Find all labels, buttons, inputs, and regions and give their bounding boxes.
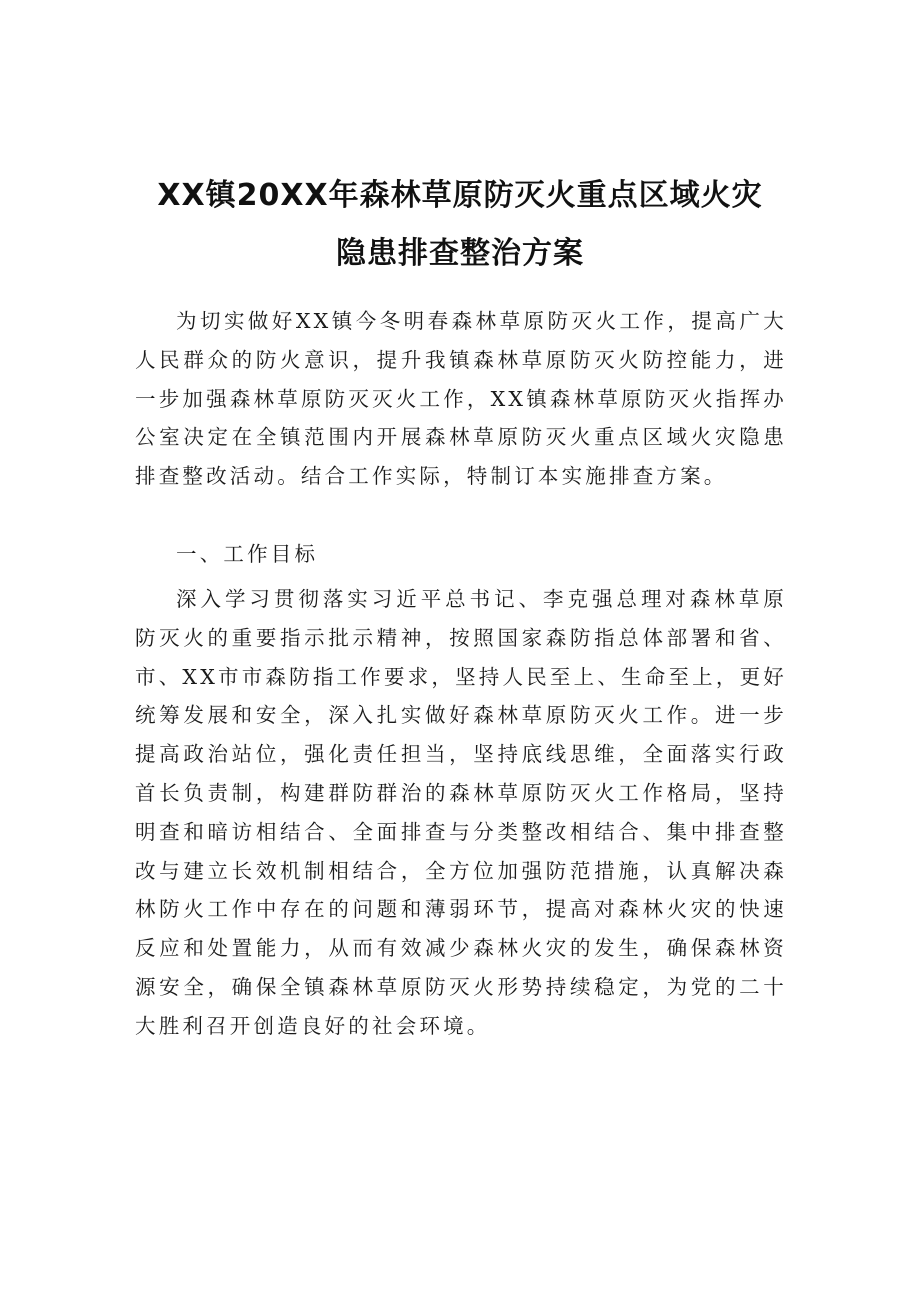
- document-title-line-1: XX镇20XX年森林草原防灭火重点区域火灾: [157, 178, 763, 213]
- section-1-paragraph: 深入学习贯彻落实习近平总书记、李克强总理对森林草原防灭火的重要指示批示精神，按照国家森防指总体部署和省、市、XX市市森防指工作要求，坚持人民至上、生命至上，更好统筹发展和安全，深入扎实做好森林草原防灭火工作。进一步提高政治站位，强化责任担当，坚持底线思维，全面落实行政首长负责制，构建群防群治的森林草原防灭火工作格局，坚持明查和暗访相结合、全面排查与分类整改相结合、集中排查整改与建立长效机制相结合，全方位加强防范措施，认真解决森林防火工作中存在的问题和薄弱环节，提高对森林火灾的快速反应和处置能力，从而有效减少森林火灾的发生，确保森林资源安全，确保全镇森林草原防灭火形势持续稳定，为党的二十大胜利召开创造良好的社会环境。: [135, 587, 787, 1038]
- document-title-line-2: 隐患排查整治方案: [336, 236, 584, 271]
- intro-paragraph: 为切实做好XX镇今冬明春森林草原防灭火工作，提高广大人民群众的防火意识，提升我镇森林草原防灭火防控能力，进一步加强森林草原防灭灭火工作，XX镇森林草原防灭火指挥办公室决定在全镇范围内开展森林草原防灭火重点区域火灾隐患排查整改活动。结合工作实际，特制订本实施排查方案。: [135, 309, 787, 489]
- section-1-heading: 一、工作目标: [176, 542, 319, 566]
